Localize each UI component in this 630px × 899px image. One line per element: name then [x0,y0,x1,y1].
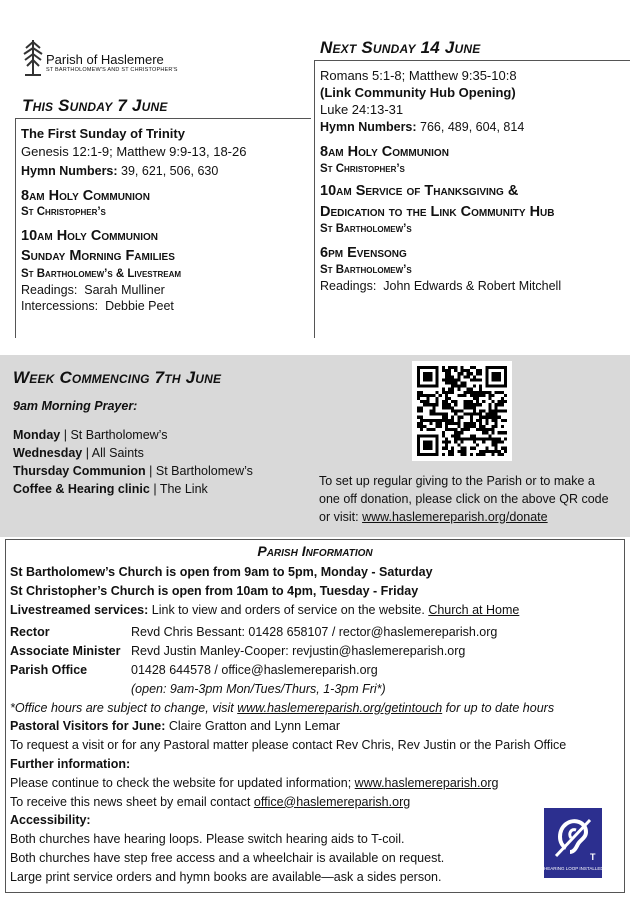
service-name: 10am Holy Communion [21,228,158,244]
next-sunday-content [320,68,626,293]
qr-code-icon [417,366,507,456]
service-location: St Bartholomew’s [320,264,412,276]
service-name: 8am Holy Communion [320,144,449,160]
parish-info-heading: Parish Information [257,543,373,559]
service-name: 10am Service of Thanksgiving & [320,183,519,199]
schedule-item: Coffee & Hearing clinic | The Link [13,482,208,496]
sunday-readings: Genesis 12:1-9; Matthew 9:9-13, 18-26 [21,144,247,159]
contact-row: Associate Minister Revd Justin Manley-Cooper: revjustin@haslemereparish.org [10,644,466,659]
hearing-loop-icon [544,808,602,864]
next-readings-2: Luke 24:13-31 [320,102,404,117]
office-hours: (open: 9am-3pm Mon/Tues/Thurs, 1-3pm Fri*) [131,681,386,696]
this-sunday-heading: This Sunday 7 June [22,96,168,115]
donate-qr-code[interactable] [412,361,512,461]
further-info-label: Further information: [10,756,131,771]
service-name-2: Sunday Morning Families [21,248,175,264]
service-name: 8am Holy Communion [21,188,150,204]
parish-info-content [10,563,622,887]
contact-row: Rector Revd Chris Bessant: 01428 658107 / rector@haslemereparish.org [10,625,498,640]
intercessions-line: Intercessions: Debbie Peet [21,299,174,313]
hearing-loop-sign [544,808,602,878]
service-location: St Christopher’s [320,163,405,175]
schedule-item: Monday | St Bartholomew’s [13,428,168,442]
donate-link[interactable]: www.haslemereparish.org/donate [362,510,548,524]
open-hours-bartholomew: St Bartholomew’s Church is open from 9am to 5pm, Monday - Saturday [10,565,433,579]
service-location: St Bartholomew’s [320,223,412,235]
accessibility-line: Large print service orders and hymn books are available—ask a sides person. [10,869,442,884]
office-hours-note: *Office hours are subject to change, visit www.haslemereparish.org/getintouch for up to date hours [10,700,555,715]
service-name: 6pm Evensong [320,245,407,261]
logo-name: Parish of Haslemere [46,52,164,67]
livestream-line: Livestreamed services: Link to view and orders of service on the website. Church at Home [10,602,520,617]
week-schedule [13,426,253,498]
next-readings-1: Romans 5:1-8; Matthew 9:35-10:8 [320,68,517,83]
tree-icon [22,38,44,78]
svg-text:T: T [590,852,596,862]
service-location: St Bartholomew’s & Livestream [21,268,182,280]
readers-line: Readings: John Edwards & Robert Mitchell [320,279,562,293]
logo-subtitle: ST BARTHOLOMEW'S AND ST CHRISTOPHER'S [46,67,178,73]
hymn-numbers: 766, 489, 604, 814 [420,120,525,134]
sunday-title: The First Sunday of Trinity [21,126,185,141]
hymn-numbers: 39, 621, 506, 630 [121,164,219,178]
office-email-link[interactable]: office@haslemereparish.org [253,794,411,809]
loop-caption: HEARING LOOP INSTALLED [544,866,604,871]
parish-logo [22,38,178,78]
hymn-line: Hymn Numbers: 39, 621, 506, 630 [21,164,219,178]
accessibility-line: Both churches have hearing loops. Please switch hearing aids to T-coil. [10,832,405,847]
next-sunday-heading: Next Sunday 14 June [320,38,481,57]
further-info-line: Please continue to check the website for updated information; www.haslemereparish.org [10,775,499,790]
contact-row: Parish Office 01428 644578 / office@haslemereparish.org [10,662,378,677]
service-name-2: Dedication to the Link Community Hub [320,204,555,220]
pastoral-visitors: Pastoral Visitors for June: Claire Gratton and Lynn Lemar [10,719,341,734]
open-hours-christopher: St Christopher’s Church is open from 10am to 4pm, Tuesday - Friday [10,583,419,598]
hymn-line: Hymn Numbers: 766, 489, 604, 814 [320,120,525,134]
schedule-item: Wednesday | All Saints [13,446,144,460]
website-link[interactable]: www.haslemereparish.org [354,775,499,790]
service-location: St Christopher’s [21,206,106,218]
schedule-item: Thursday Communion | St Bartholomew’s [13,464,253,478]
getintouch-link[interactable]: www.haslemereparish.org/getintouch [237,700,443,715]
next-readings-note: (Link Community Hub Opening) [320,85,516,100]
giving-text: To set up regular giving to the Parish or to make a one off donation, please click on the above QR code or visit: www.haslemereparish.org/donate [319,474,609,524]
this-sunday-content [21,126,306,313]
pastoral-request: To request a visit or for any Pastoral matter please contact Rev Chris, Rev Justin or the Parish Office [10,738,567,753]
week-heading: Week Commencing 7th June [13,368,222,387]
morning-prayer: 9am Morning Prayer: [13,399,138,413]
email-line: To receive this news sheet by email contact office@haslemereparish.org [10,794,411,809]
readers-line: Readings: Sarah Mulliner [21,283,165,297]
accessibility-line: Both churches have step free access and a wheelchair is available on request. [10,850,445,865]
church-at-home-link[interactable]: Church at Home [428,602,520,617]
accessibility-label: Accessibility: [10,813,91,828]
